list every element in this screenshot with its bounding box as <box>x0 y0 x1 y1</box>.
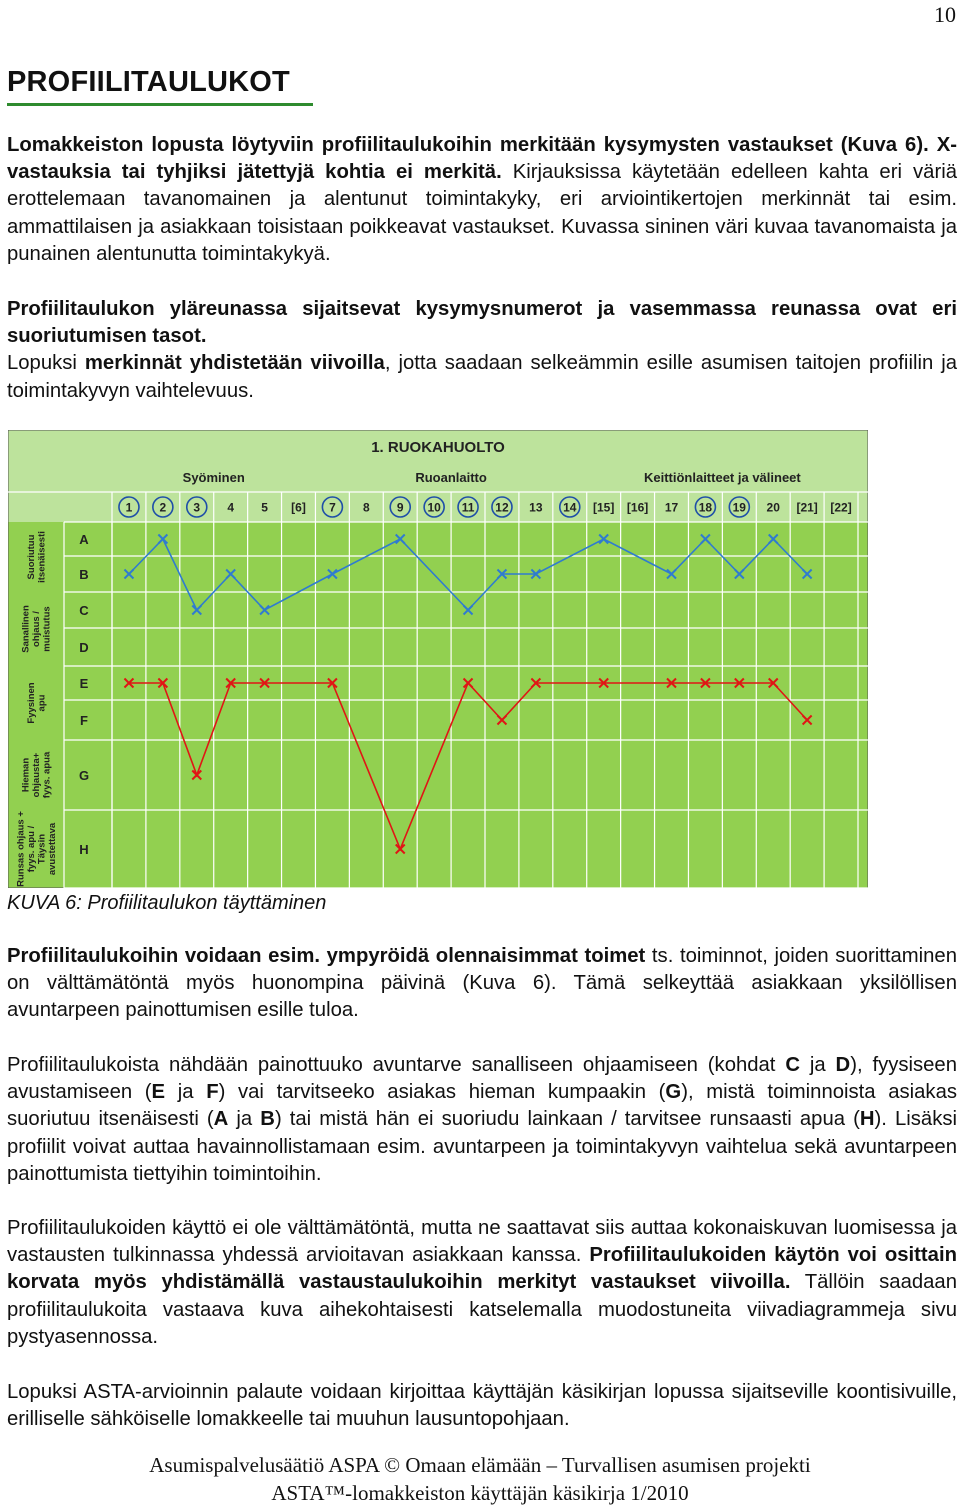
p4-text: ), fyysiseen avustamiseen ( <box>7 1054 957 1104</box>
side-level-label: Suoriutuu <box>25 534 37 580</box>
level-letter: G <box>78 768 90 783</box>
question-group-header: Ruoanlaitto <box>415 470 487 485</box>
side-level-label: fyys. apu / <box>25 825 37 873</box>
paragraph-3 <box>7 943 957 1025</box>
paragraph-2 <box>7 296 957 405</box>
side-level-label: apu <box>36 694 48 712</box>
question-number: 18 <box>698 500 713 515</box>
figure-caption: KUVA 6: Profiilitaulukon täyttäminen <box>7 892 327 914</box>
p4-text: ja <box>799 1054 836 1076</box>
footer-line-2: ASTA™-lomakkeiston käyttäjän käsikirja 1/2010 <box>271 1481 689 1505</box>
profile-table-figure <box>8 430 868 888</box>
side-level-label: Täysin <box>36 833 48 865</box>
side-level-label: Hieman <box>20 757 32 793</box>
question-number: 19 <box>732 500 746 515</box>
side-level-label: ohjaus / <box>31 611 42 647</box>
page-title: PROFIILITAULUKOT <box>7 66 290 98</box>
question-group-header: Syöminen <box>182 470 245 485</box>
p4-level-f: F <box>206 1081 219 1104</box>
paragraph-2-bold-intro: Profiilitaulukon yläreunassa sijaitsevat kysymysnumerot ja vasemmassa reunassa ovat eri suoriutumisen tasot. <box>7 298 957 348</box>
paragraph-1-bold: Lomakkeiston lopusta löytyviin profiilitaulukoihin merkitään kysymysten vastaukset (Kuva 6). X-vastauksia tai tyhjiksi jätettyjä kohtia ei merkitä. <box>7 134 957 184</box>
paragraph-5-bold: Profiilitaulukoiden käytön voi osittain korvata myös yhdistämällä vastaustaulukoihin merkityt vastaukset viivoilla. <box>7 1244 957 1294</box>
question-number: 8 <box>362 500 370 515</box>
question-number: 10 <box>427 500 441 515</box>
question-number: 9 <box>396 500 404 515</box>
paragraph-2-text-a: Lopuksi <box>7 352 85 375</box>
p4-text: ) tai mistä hän ei suoriudu lainkaan / tarvitsee runsaasti apua ( <box>274 1108 860 1131</box>
title-underline <box>7 103 313 106</box>
side-level-label: avustettava <box>46 822 58 876</box>
paragraph-5-text-b: Tällöin saadaan profiilitaulukoita vastaava kuva aihekohtaisesti katselemalla muodostuneita viivadiagrammeja sivu pystyasennossa. <box>7 1271 957 1348</box>
question-number: 14 <box>563 500 577 515</box>
p4-level-g: G <box>665 1081 682 1104</box>
p4-level-b: B <box>260 1108 275 1131</box>
page-number: 10 <box>934 2 956 27</box>
side-level-label: Runsas ohjaus + <box>15 811 27 887</box>
paragraph-5 <box>7 1215 957 1351</box>
p4-text: ) vai tarvitseeko asiakas hieman kumpaakin ( <box>218 1081 666 1104</box>
level-letter: C <box>79 603 89 618</box>
paragraph-5-text-a: Profiilitaulukoiden käyttö ei ole välttämätöntä, mutta ne saattavat siis auttaa kokonaiskuvan luomisessa ja vastausten tulkinnassa yhdessä arvioitavan asiakkaan kanssa. <box>7 1217 957 1267</box>
paragraph-4 <box>7 1052 957 1188</box>
question-number: 17 <box>664 500 679 515</box>
p4-level-d: D <box>835 1054 851 1076</box>
p4-level-e: E <box>151 1081 166 1104</box>
paragraph-2-bold-inline: merkinnät yhdistetään viivoilla <box>84 352 385 375</box>
p4-level-a: A <box>213 1108 229 1131</box>
p4-text: ja <box>165 1081 207 1104</box>
paragraph-3-text: ts. toiminnot, joiden suorittaminen on välttämätöntä myös huonompina päivinä (Kuva 6). Tämä selkeyttää asiakkaan yksilöllisen avuntarpeen painottumisen esille tuloa. <box>7 945 957 1022</box>
level-letter: F <box>80 713 88 728</box>
p4-level-c: C <box>785 1054 800 1076</box>
level-letter: E <box>79 676 89 691</box>
question-number: [21] <box>796 500 818 515</box>
side-level-label: muistutus <box>41 606 53 652</box>
question-number: 20 <box>766 500 780 515</box>
question-number: 5 <box>261 500 268 515</box>
question-number: 7 <box>329 500 336 515</box>
paragraph-3-bold: Profiilitaulukoihin voidaan esim. ympyröidä olennaisimmat toimet <box>7 945 646 967</box>
question-group-header: Keittiönlaitteet ja välineet <box>643 470 801 485</box>
question-number: 11 <box>461 500 475 515</box>
question-number: 4 <box>227 500 235 515</box>
p4-text: ), mistä toiminnoista asiakas suoriutuu itsenäisesti ( <box>7 1081 957 1131</box>
question-number: 1 <box>125 500 133 515</box>
p4-text: ). Lisäksi profiilit voivat auttaa havainnollistamaan esim. avuntarpeen ja toimintakyvyn vaihtelua sekä avuntarpeen painottumista tiettyihin toimintoihin. <box>7 1108 957 1185</box>
paragraph-2-text-b: , jotta saadaan selkeämmin esille asumisen taitojen profiilin ja toimintakyvyn vaihtelevuus. <box>7 352 957 402</box>
question-number: 13 <box>529 500 543 515</box>
p4-text: Profiilitaulukoista nähdään painottuuko avuntarve sanalliseen ohjaamiseen (kohdat <box>7 1054 786 1076</box>
paragraph-6: Lopuksi ASTA-arvioinnin palaute voidaan kirjoittaa käyttäjän käsikirjan lopussa sijaitseville koontisivuille, erilliselle sähköiselle lomakkeelle tai muuhun lausuntopohjaan. <box>7 1381 957 1431</box>
footer-line-1: Asumispalvelusäätiö ASPA © Omaan elämään – Turvallisen asumisen projekti <box>149 1453 811 1477</box>
level-letter: A <box>79 532 89 547</box>
paragraph-1 <box>7 132 957 268</box>
level-letter: D <box>79 640 89 655</box>
side-level-label: Fyysinen <box>25 682 37 724</box>
figure-title: 1. RUOKAHUOLTO <box>371 439 505 456</box>
side-level-label: fyys. apua <box>41 751 53 799</box>
side-level-label: itsenäisesti <box>36 531 48 583</box>
question-number: [6] <box>291 500 306 515</box>
p4-text: ja <box>228 1108 261 1131</box>
p4-level-h: H <box>859 1108 875 1131</box>
side-level-label: Sanallinen <box>20 605 32 653</box>
level-letter: H <box>79 842 89 857</box>
question-number: [15] <box>593 500 615 515</box>
side-level-label: ohjausta+ <box>31 752 42 798</box>
question-number: 2 <box>159 500 167 515</box>
question-number: 3 <box>193 500 201 515</box>
question-number: [22] <box>830 500 852 515</box>
paragraph-1-text: Kirjauksissa käytetään edelleen kahta eri väriä erottelemaan tavanomainen ja alentunut toimintakyky, eri arviointikertojen merkinnät tai esim. ammattilaisen ja asiakkaan toisistaan poikkeavat vastaukset. Kuvassa sininen väri kuvaa tavanomaista ja punainen alentunutta toimintakykyä. <box>7 161 957 265</box>
question-number: [16] <box>626 500 649 515</box>
figure-grid-background <box>8 522 868 888</box>
question-number: 12 <box>495 500 509 515</box>
level-letter: B <box>79 567 89 582</box>
